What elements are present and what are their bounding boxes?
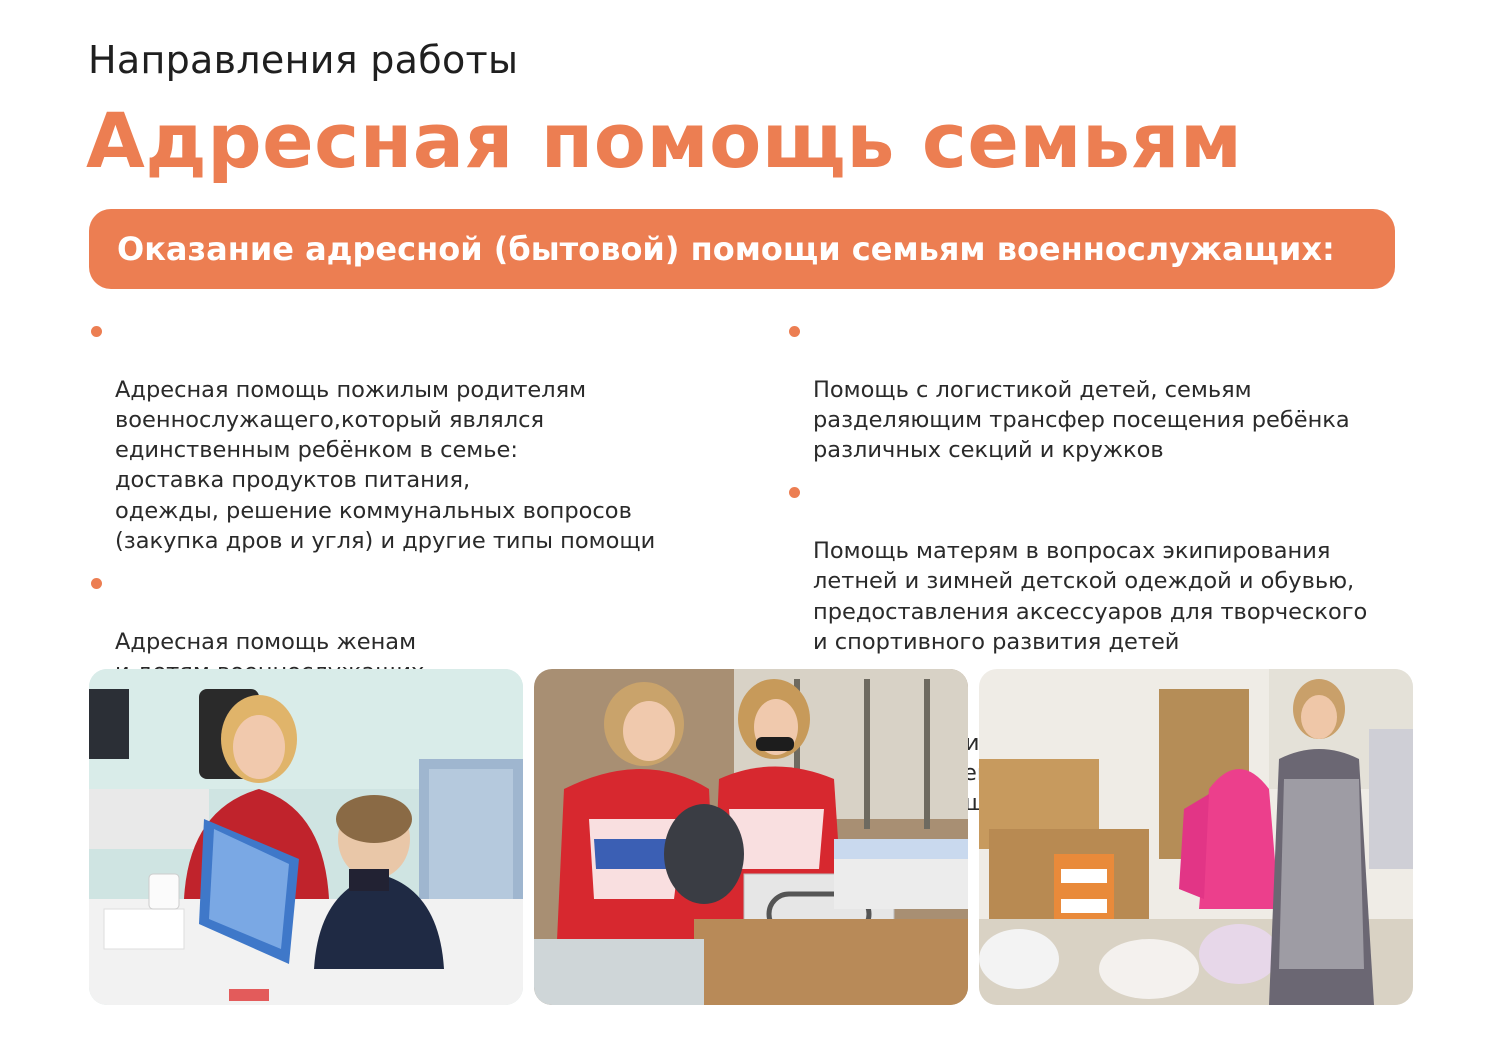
list-item <box>89 314 729 556</box>
list-item-text: Адресная помощь пожилым родителям военнослужащего,который являлся единственным ребёнком в семье: доставка продуктов питания, одежды, решение коммунальных вопросов (закупка дров и угля) и другие типы помощи <box>115 376 656 555</box>
bullet-dot-icon <box>91 326 102 337</box>
list-item-text: Помощь с логистикой детей, семьям разделяющим трансфер посещения ребёнка различных секций и кружков <box>813 376 1350 464</box>
left-bullet-list <box>89 314 729 688</box>
list-item-text: Адресная помощь женам <box>115 628 417 655</box>
photo-clothing <box>979 669 1413 1005</box>
photo-volunteers <box>534 669 968 1005</box>
list-item <box>787 475 1407 657</box>
section-banner-text: Оказание адресной (бытовой) помощи семьям военнослужащих: <box>117 230 1335 268</box>
photo-tutoring <box>89 669 523 1005</box>
list-item-text: поиске <box>936 729 1020 756</box>
page-title: Адресная помощь семьям <box>86 96 1243 185</box>
section-banner <box>89 209 1395 289</box>
bullet-dot-icon <box>91 578 102 589</box>
bullet-dot-icon <box>789 487 800 498</box>
list-item-text: Помощь матерям в вопросах экипирования летней и зимней детской одеждой и обувью, предоставления аксессуаров для творческого и спортивного развития детей <box>813 538 1368 655</box>
page-subtitle: Направления работы <box>88 38 519 82</box>
left-column <box>89 314 729 698</box>
bullet-dot-icon <box>789 326 800 337</box>
list-item <box>787 314 1407 465</box>
